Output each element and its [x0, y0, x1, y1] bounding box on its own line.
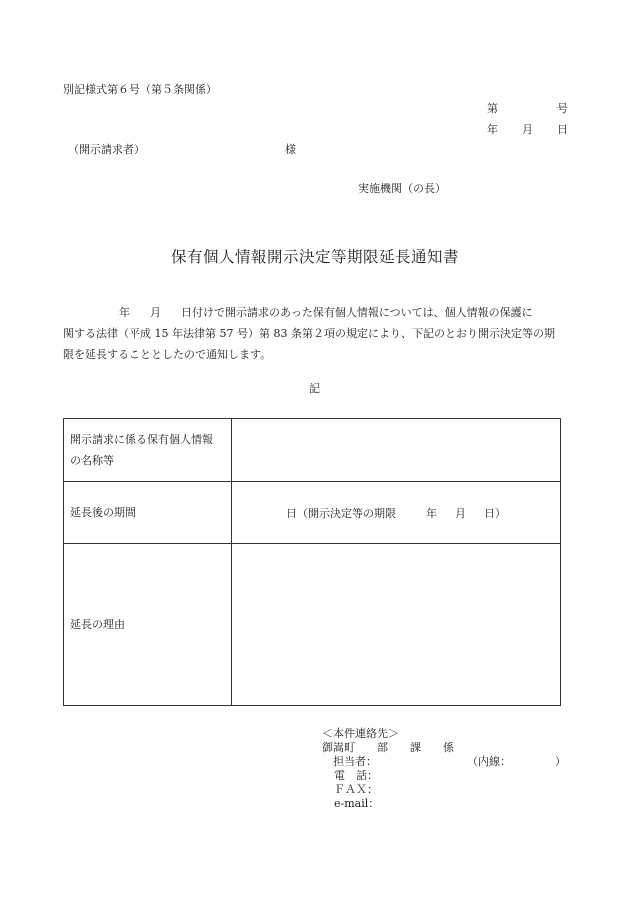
contact-person-line — [322, 755, 566, 769]
body-text — [63, 302, 579, 365]
agency-label: 実施機関（の長） — [358, 182, 446, 195]
info-table — [63, 418, 561, 706]
ki-heading: 記 — [309, 382, 320, 395]
contact-person-label: 担当者： — [333, 755, 377, 768]
contact-phone-label: 電 話： — [334, 769, 378, 782]
extended-period-label: 延長後の期間 — [64, 482, 232, 544]
info-name-label-line-2: の名称等 — [70, 454, 114, 467]
info-name-label-line-1: 開示請求に係る保有個人情報 — [70, 433, 213, 446]
period-year-label: 年 — [426, 506, 437, 520]
extended-period-value-cell[interactable] — [232, 482, 561, 544]
document-number-label: 第 — [487, 102, 498, 115]
period-month-label: 月 — [455, 506, 466, 520]
extension-reason-value-cell[interactable] — [232, 544, 561, 706]
requester-label: （開示請求者） — [68, 143, 145, 156]
contact-town: 御嵩町 — [322, 741, 355, 754]
contact-heading: ＜本件連絡先＞ — [322, 727, 399, 740]
info-name-label-cell — [64, 419, 232, 482]
table-row — [64, 544, 561, 706]
date-month-label: 月 — [522, 123, 533, 136]
contact-block — [322, 727, 566, 811]
body-month: 月 — [150, 306, 161, 319]
body-line-3: 限を延長することとしたので通知します。 — [63, 348, 272, 361]
contact-dept: 部 — [377, 741, 388, 754]
body-line-1 — [63, 302, 579, 323]
contact-org-line — [322, 741, 566, 755]
date-year-label: 年 — [487, 123, 498, 136]
extension-reason-label: 延長の理由 — [64, 544, 232, 706]
body-line-2: 関する法律（平成 15 年法律第 57 号）第 83 条第２項の規定により、下記のとおり開示決定等の期 — [63, 327, 555, 340]
table-row — [64, 419, 561, 482]
document-title: 保有個人情報開示決定等期限延長通知書 — [170, 248, 459, 266]
honorific: 様 — [285, 143, 296, 156]
contact-extension-close: ） — [555, 755, 566, 768]
info-name-value-cell[interactable] — [232, 419, 561, 482]
contact-section: 課 — [410, 741, 421, 754]
contact-extension: （内線： — [467, 755, 511, 768]
table-row — [64, 482, 561, 544]
date-day-label: 日 — [557, 123, 568, 136]
form-number: 別記様式第６号（第５条関係） — [63, 83, 217, 96]
document-number-suffix: 号 — [557, 102, 568, 115]
contact-unit: 係 — [443, 741, 454, 754]
contact-fax-label: ＦＡＸ： — [334, 783, 378, 796]
contact-email-label: e-mail： — [334, 797, 380, 810]
body-year: 年 — [119, 306, 130, 319]
body-line-1-text: 日付けで開示請求のあった保有個人情報については、個人情報の保護に — [181, 306, 533, 319]
period-day-text: 日（開示決定等の期限 — [286, 506, 396, 520]
period-day-close: 日） — [484, 506, 506, 520]
